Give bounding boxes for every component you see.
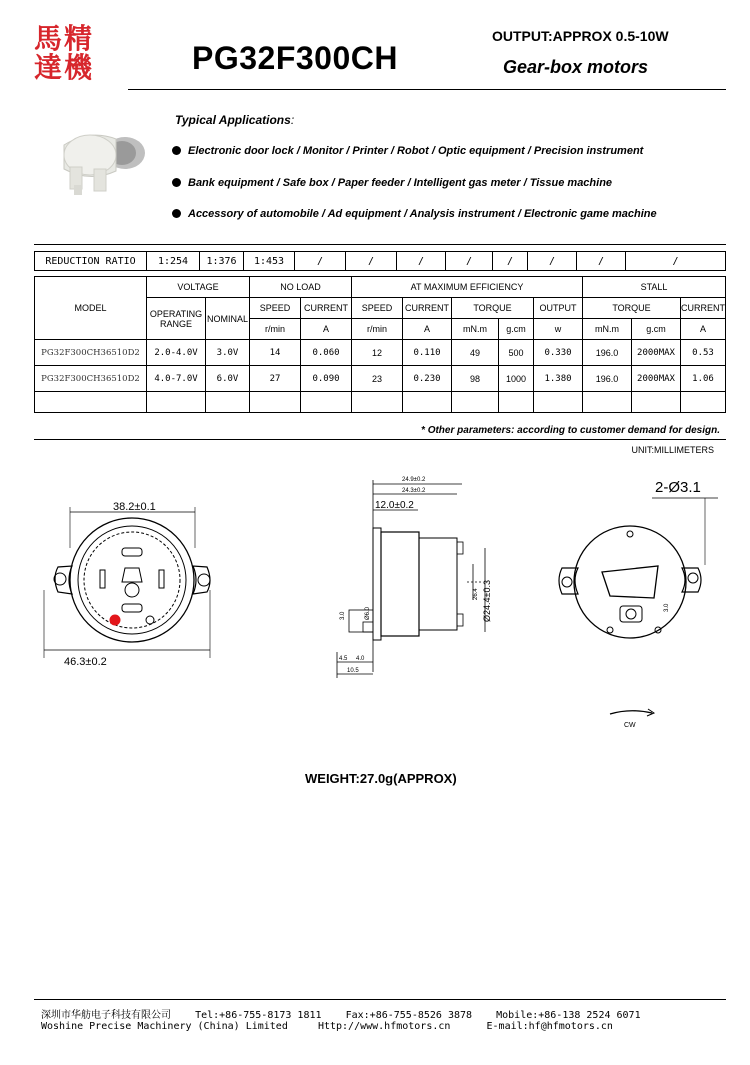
me-current-cell: 0.110 <box>403 340 452 366</box>
section-divider <box>34 244 726 245</box>
logo-char: 精 <box>64 22 95 55</box>
dim-243-label: 24.3±0.2 <box>402 488 426 494</box>
unit-cell: g.cm <box>499 319 534 340</box>
ratio-value: 1:254 <box>147 252 200 271</box>
unit-cell: A <box>681 319 726 340</box>
empty-cell <box>681 392 726 413</box>
company-logo <box>34 24 100 86</box>
model-cell: PG32F300CH36510D2 <box>35 340 147 366</box>
ratio-value: / <box>346 252 397 271</box>
me-current-header: CURRENT <box>403 298 452 319</box>
spec-table <box>34 276 726 413</box>
empty-cell <box>403 392 452 413</box>
empty-cell <box>583 392 632 413</box>
me-speed-cell: 23 <box>352 366 403 392</box>
me-speed-cell: 12 <box>352 340 403 366</box>
ratio-label: REDUCTION RATIO <box>35 252 147 271</box>
unit-cell: mN.m <box>583 319 632 340</box>
empty-cell <box>534 392 583 413</box>
dim-30b-label: 3.0 <box>664 603 670 612</box>
me-current-cell: 0.230 <box>403 366 452 392</box>
operating-range-header: OPERATING RANGE <box>147 298 206 340</box>
side-view-drawing <box>325 472 500 682</box>
reduction-ratio-table <box>34 251 726 271</box>
dim-60-label: Ø6.0 <box>365 606 371 620</box>
dim-264-label: 26.4 <box>473 588 479 600</box>
nl-current-cell: 0.090 <box>301 366 352 392</box>
unit-cell: A <box>301 319 352 340</box>
logo-char: 馬 <box>34 22 65 55</box>
range-cell: 4.0-7.0V <box>147 366 206 392</box>
unit-cell: A <box>403 319 452 340</box>
footer-contact-en: Woshine Precise Machinery (China) Limited Http://www.hfmotors.cn E-mail:hf@hfmotors.cn <box>41 1021 613 1032</box>
st-current-header: CURRENT <box>681 298 726 319</box>
application-item <box>172 208 657 220</box>
nl-speed-cell: 27 <box>250 366 301 392</box>
page-title: PG32F300CH <box>192 40 398 76</box>
ratio-value: / <box>528 252 577 271</box>
st-torque-mnm-cell: 196.0 <box>583 366 632 392</box>
dim-45-label: 4.5 <box>339 656 348 662</box>
red-marker <box>110 615 120 625</box>
ratio-value: / <box>295 252 346 271</box>
dim-38-label: 38.2±0.1 <box>113 501 156 513</box>
empty-cell <box>499 392 534 413</box>
me-torque-gcm-cell: 500 <box>499 340 534 366</box>
nl-speed-header: SPEED <box>250 298 301 319</box>
nl-current-cell: 0.060 <box>301 340 352 366</box>
empty-cell <box>250 392 301 413</box>
empty-cell <box>35 392 147 413</box>
me-output-cell: 1.380 <box>534 366 583 392</box>
application-item <box>172 177 612 189</box>
nominal-cell: 6.0V <box>206 366 250 392</box>
ratio-value: / <box>626 252 726 271</box>
st-torque-gcm-cell: 2000MAX <box>632 340 681 366</box>
application-item <box>172 145 643 157</box>
table-row <box>35 366 726 392</box>
empty-cell <box>301 392 352 413</box>
ratio-value: / <box>493 252 528 271</box>
unit-label: UNIT:MILLIMETERS <box>631 445 714 455</box>
me-torque-mnm-cell: 49 <box>452 340 499 366</box>
dim-105-label: 10.5 <box>347 668 359 674</box>
st-current-cell: 0.53 <box>681 340 726 366</box>
footer-divider <box>34 999 726 1000</box>
unit-cell: g.cm <box>632 319 681 340</box>
application-text: Electronic door lock / Monitor / Printer / Robot / Optic equipment / Precision instrument <box>188 145 644 157</box>
table-row <box>35 392 726 413</box>
me-speed-header: SPEED <box>352 298 403 319</box>
unit-cell: w <box>534 319 583 340</box>
logo-char: 達 <box>34 51 65 84</box>
voltage-header: VOLTAGE <box>147 277 250 298</box>
cw-label: CW <box>624 722 636 729</box>
model-header: MODEL <box>35 277 147 340</box>
nominal-cell: 3.0V <box>206 340 250 366</box>
empty-cell <box>632 392 681 413</box>
st-torque-mnm-cell: 196.0 <box>583 340 632 366</box>
bullet-icon <box>172 209 181 218</box>
design-note: * Other parameters: according to customer demand for design. <box>421 425 720 436</box>
bullet-icon <box>172 146 181 155</box>
holes-dim-label: 2-Ø3.1 <box>655 479 701 496</box>
nominal-header: NOMINAL <box>206 298 250 340</box>
weight-label: WEIGHT:27.0g(APPROX) <box>305 771 457 786</box>
logo-char: 機 <box>64 51 95 84</box>
dim-40-label: 4.0 <box>356 656 365 662</box>
st-torque-gcm-cell: 2000MAX <box>632 366 681 392</box>
rear-view-drawing <box>540 470 730 735</box>
unit-cell: r/min <box>250 319 301 340</box>
unit-cell: r/min <box>352 319 403 340</box>
applications-title-text: Typical Applications <box>175 113 291 127</box>
ratio-value: / <box>446 252 493 271</box>
empty-cell <box>352 392 403 413</box>
applications-title-colon: : <box>290 113 295 127</box>
product-series: Gear-box motors <box>503 57 649 77</box>
header-divider <box>128 89 726 90</box>
model-cell: PG32F300CH36510D2 <box>35 366 147 392</box>
me-torque-gcm-cell: 1000 <box>499 366 534 392</box>
stall-header: STALL <box>583 277 726 298</box>
max-efficiency-header: AT MAXIMUM EFFICIENCY <box>352 277 583 298</box>
st-current-cell: 1.06 <box>681 366 726 392</box>
me-torque-header: TORQUE <box>452 298 534 319</box>
st-torque-header: TORQUE <box>583 298 681 319</box>
front-view-drawing <box>30 490 220 670</box>
dim-249-label: 24.9±0.2 <box>402 477 426 483</box>
bullet-icon <box>172 178 181 187</box>
empty-cell <box>452 392 499 413</box>
ratio-value: 1:453 <box>244 252 295 271</box>
me-torque-mnm-cell: 98 <box>452 366 499 392</box>
ratio-value: / <box>397 252 446 271</box>
applications-title <box>175 113 294 127</box>
empty-cell <box>206 392 250 413</box>
range-cell: 2.0-4.0V <box>147 340 206 366</box>
ratio-value: / <box>577 252 626 271</box>
output-power: OUTPUT:APPROX 0.5-10W <box>492 28 669 44</box>
empty-cell <box>147 392 206 413</box>
unit-cell: mN.m <box>452 319 499 340</box>
nl-current-header: CURRENT <box>301 298 352 319</box>
table-row <box>35 340 726 366</box>
footer-contact-cn: 深圳市华舫电子科技有限公司 Tel:+86-755-8173 1811 Fax:+86-755-8526 3878 Mobile:+86-138 2524 6071 <box>41 1010 641 1021</box>
application-text: Accessory of automobile / Ad equipment / Analysis instrument / Electronic game machine <box>188 208 657 220</box>
no-load-header: NO LOAD <box>250 277 352 298</box>
dim-244-label: Ø24.4±0.3 <box>482 580 492 622</box>
application-text: Bank equipment / Safe box / Paper feeder / Intelligent gas meter / Tissue machine <box>188 177 613 189</box>
dim-120-label: 12.0±0.2 <box>375 500 414 511</box>
me-output-header: OUTPUT <box>534 298 583 319</box>
section-divider <box>34 439 726 440</box>
table-header-row <box>35 277 726 298</box>
nl-speed-cell: 14 <box>250 340 301 366</box>
motor-photo <box>50 125 160 220</box>
dim-46-label: 46.3±0.2 <box>64 656 107 668</box>
ratio-value: 1:376 <box>200 252 244 271</box>
dim-30-label: 3.0 <box>340 611 346 620</box>
me-output-cell: 0.330 <box>534 340 583 366</box>
table-row <box>35 252 726 271</box>
